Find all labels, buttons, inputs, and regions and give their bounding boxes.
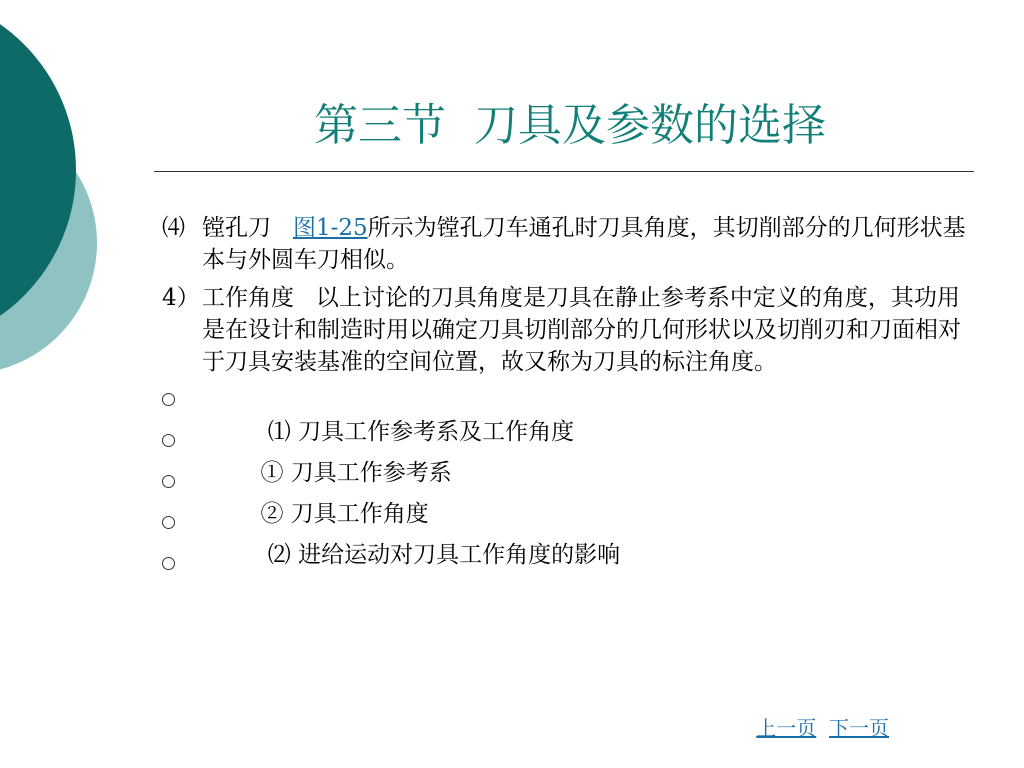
paragraph-marker: 4） bbox=[162, 285, 200, 311]
paragraph-text bbox=[202, 212, 972, 276]
list-item-text: ⑵ 进给运动对刀具工作角度的影响 bbox=[260, 542, 621, 568]
hollow-circle-bullet-icon bbox=[162, 434, 175, 447]
paragraph-rest: 所示为镗孔刀车通孔时刀具角度，其切削部分的几何形状基本与外圆车刀相似。 bbox=[202, 215, 966, 273]
list-item bbox=[162, 425, 972, 486]
list-item bbox=[162, 548, 972, 589]
title-divider bbox=[154, 171, 974, 172]
paragraph-lead: 镗孔刀 bbox=[202, 215, 293, 241]
slide-navigation bbox=[756, 713, 889, 743]
hollow-circle-bullet-icon bbox=[162, 516, 175, 529]
list-item bbox=[162, 507, 972, 568]
paragraph-text: 工作角度 以上讨论的刀具角度是刀具在静止参考系中定义的角度，其功用是在设计和制造时用以确定刀具切削部分的几何形状以及切削刃和刀面相对于刀具安装基准的空间位置，故又称为刀具的标注角度。 bbox=[202, 285, 961, 375]
paragraph-marker: ⑷ bbox=[162, 215, 185, 241]
paragraph-working-angle bbox=[162, 282, 972, 378]
slide-body bbox=[162, 212, 972, 589]
prev-page-link[interactable]: 上一页 bbox=[756, 716, 817, 740]
list-item bbox=[162, 466, 972, 527]
list-item-text: ⑴ 刀具工作参考系及工作角度 bbox=[260, 419, 575, 445]
list-item bbox=[162, 384, 972, 445]
figure-link[interactable]: 图1-25 bbox=[292, 215, 368, 241]
hollow-circle-bullet-icon bbox=[162, 393, 175, 406]
bullet-list bbox=[162, 384, 972, 589]
list-item-text: ② 刀具工作角度 bbox=[260, 501, 429, 527]
slide-title: 第三节 刀具及参数的选择 bbox=[314, 100, 826, 151]
hollow-circle-bullet-icon bbox=[162, 475, 175, 488]
paragraph-boring-tool bbox=[162, 212, 972, 276]
next-page-link[interactable]: 下一页 bbox=[829, 716, 889, 740]
list-item-text: ① 刀具工作参考系 bbox=[260, 460, 452, 486]
hollow-circle-bullet-icon bbox=[162, 557, 175, 570]
